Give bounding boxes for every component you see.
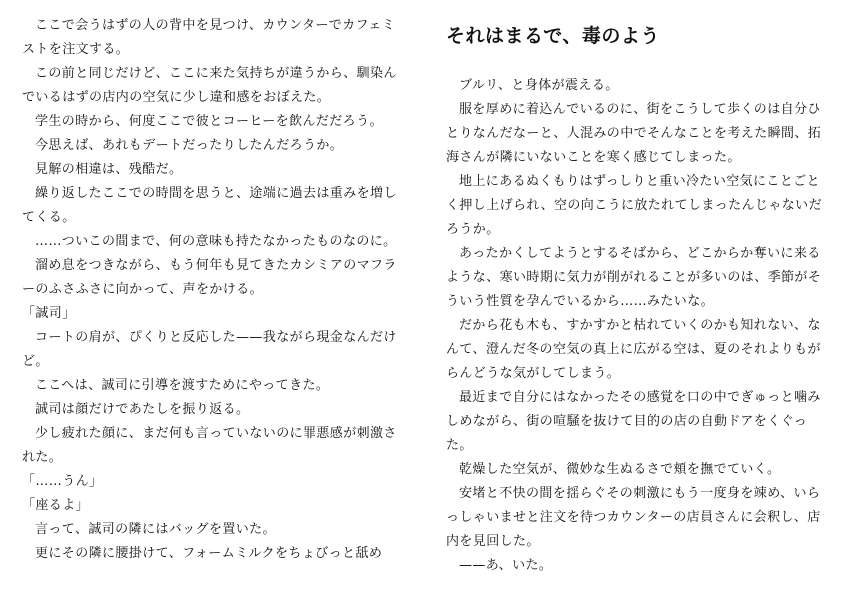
paragraph [446,314,846,386]
text-line: 海さんが隣にいないことを寒く感じてしまった。 [446,150,741,165]
text-line: ストを注文する。 [22,42,130,57]
text-line: ど。 [22,354,49,369]
paragraph [22,374,422,398]
text-line: く押し上げられ、空の向こうに放たれてしまったんじゃないだ [446,198,822,213]
paragraph [446,170,846,242]
text-line: でいるはずの店内の空気に少し違和感をおぼえた。 [22,90,331,105]
text-line: 最近まで自分にはなかったその感覚を口の中でぎゅっと噛み [459,390,821,405]
paragraph [446,98,846,170]
text-line: コートの肩が、ぴくりと反応した——我ながら現金なんだけ [35,330,397,345]
text-line: 「……うん」 [22,474,103,489]
text-line: ろうか。 [446,222,500,237]
text-line: 更にその隣に腰掛けて、フォームミルクをちょびっと舐め [35,546,383,561]
text-line: っしゃいませと注文を待つカウンターの店員さんに会釈し、店 [446,510,821,525]
text-line: 溜め息をつきながら、もう何年も見てきたカシミアのマフラ [35,258,397,273]
paragraph [22,62,422,110]
paragraph [22,542,422,566]
left-page [22,0,422,566]
text-line: ういう性質を孕んでいるから……みたいな。 [446,294,715,309]
text-line: てくる。 [22,210,76,225]
paragraph [446,74,846,98]
paragraph [22,518,422,542]
text-line: 学生の時から、何度ここで彼とコーヒーを飲んだだろう。 [35,114,383,129]
right-page-text [446,0,846,578]
text-line: ……ついこの間まで、何の意味も持たなかったものなのに。 [35,234,397,249]
text-line: 「誠司」 [22,306,76,321]
text-line: 内を見回した。 [446,534,540,549]
text-line: 少し疲れた顔に、まだ何も言っていないのに罪悪感が刺激さ [35,426,397,441]
paragraph [446,242,846,314]
paragraph [446,554,846,578]
text-line: らんどうな気がしてしまう。 [446,366,621,381]
text-line: ——あ、いた。 [459,558,553,573]
text-line: 安堵と不快の間を揺らぐその刺激にもう一度身を竦め、いら [459,486,821,501]
text-line: だから花も木も、すかすかと枯れていくのかも知れない、な [459,318,821,333]
paragraph [22,398,422,422]
paragraph [22,326,422,374]
chapter-title: それはまるで、毒のよう [446,25,660,47]
paragraph [22,230,422,254]
text-line: 今思えば、あれもデートだったりしたんだろうか。 [35,138,344,153]
text-line: 見解の相違は、残酷だ。 [35,162,183,177]
text-line: とりなんだなーと、人混みの中でそんなことを考えた瞬間、拓 [446,126,822,141]
text-line: ここへは、誠司に引導を渡すためにやってきた。 [35,378,330,393]
text-line: この前と同じだけど、ここに来た気持ちが違うから、馴染ん [35,66,397,81]
text-line: た。 [446,438,473,453]
paragraph [22,134,422,158]
text-line: 乾燥した空気が、微妙な生ぬるさで頬を撫でていく。 [459,462,781,477]
text-line: ーのふさふさに向かって、声をかける。 [22,282,263,297]
paragraph [22,302,422,326]
left-page-text [22,0,422,566]
right-page [446,0,846,578]
paragraph [22,14,422,62]
text-line: れた。 [22,450,63,465]
text-line: あったかくしてようとするそばから、どこからか奪いに来る [459,246,821,261]
text-line: 誠司は顔だけであたしを振り返る。 [35,402,250,417]
text-line: 「座るよ」 [22,498,90,513]
paragraph [22,182,422,230]
text-line: 言って、誠司の隣にはバッグを置いた。 [35,522,276,537]
text-line: しめながら、街の喧騒を抜けて目的の店の自動ドアをくぐっ [446,414,808,429]
text-line: んて、澄んだ冬の空気の真上に広がる空は、夏のそれよりもが [446,342,821,357]
paragraph [22,254,422,302]
paragraph [446,386,846,458]
paragraph [22,110,422,134]
text-line: 地上にあるぬくもりはずっしりと重い冷たい空気にことごと [459,174,821,189]
paragraph [22,494,422,518]
paragraph [446,482,846,554]
text-line: ブルリ、と身体が震える。 [459,78,619,93]
text-line: ような、寒い時期に気力が削がれることが多いのは、季節がそ [446,270,822,285]
text-line: 服を厚めに着込んでいるのに、街をこうして歩くのは自分ひ [459,102,821,117]
paragraph [22,158,422,182]
paragraph [22,470,422,494]
text-line: ここで会うはずの人の背中を見つけ、カウンターでカフェミ [35,18,396,33]
text-line: 繰り返したここでの時間を思うと、途端に過去は重みを増し [35,186,397,201]
paragraph [446,458,846,482]
paragraph [22,422,422,470]
